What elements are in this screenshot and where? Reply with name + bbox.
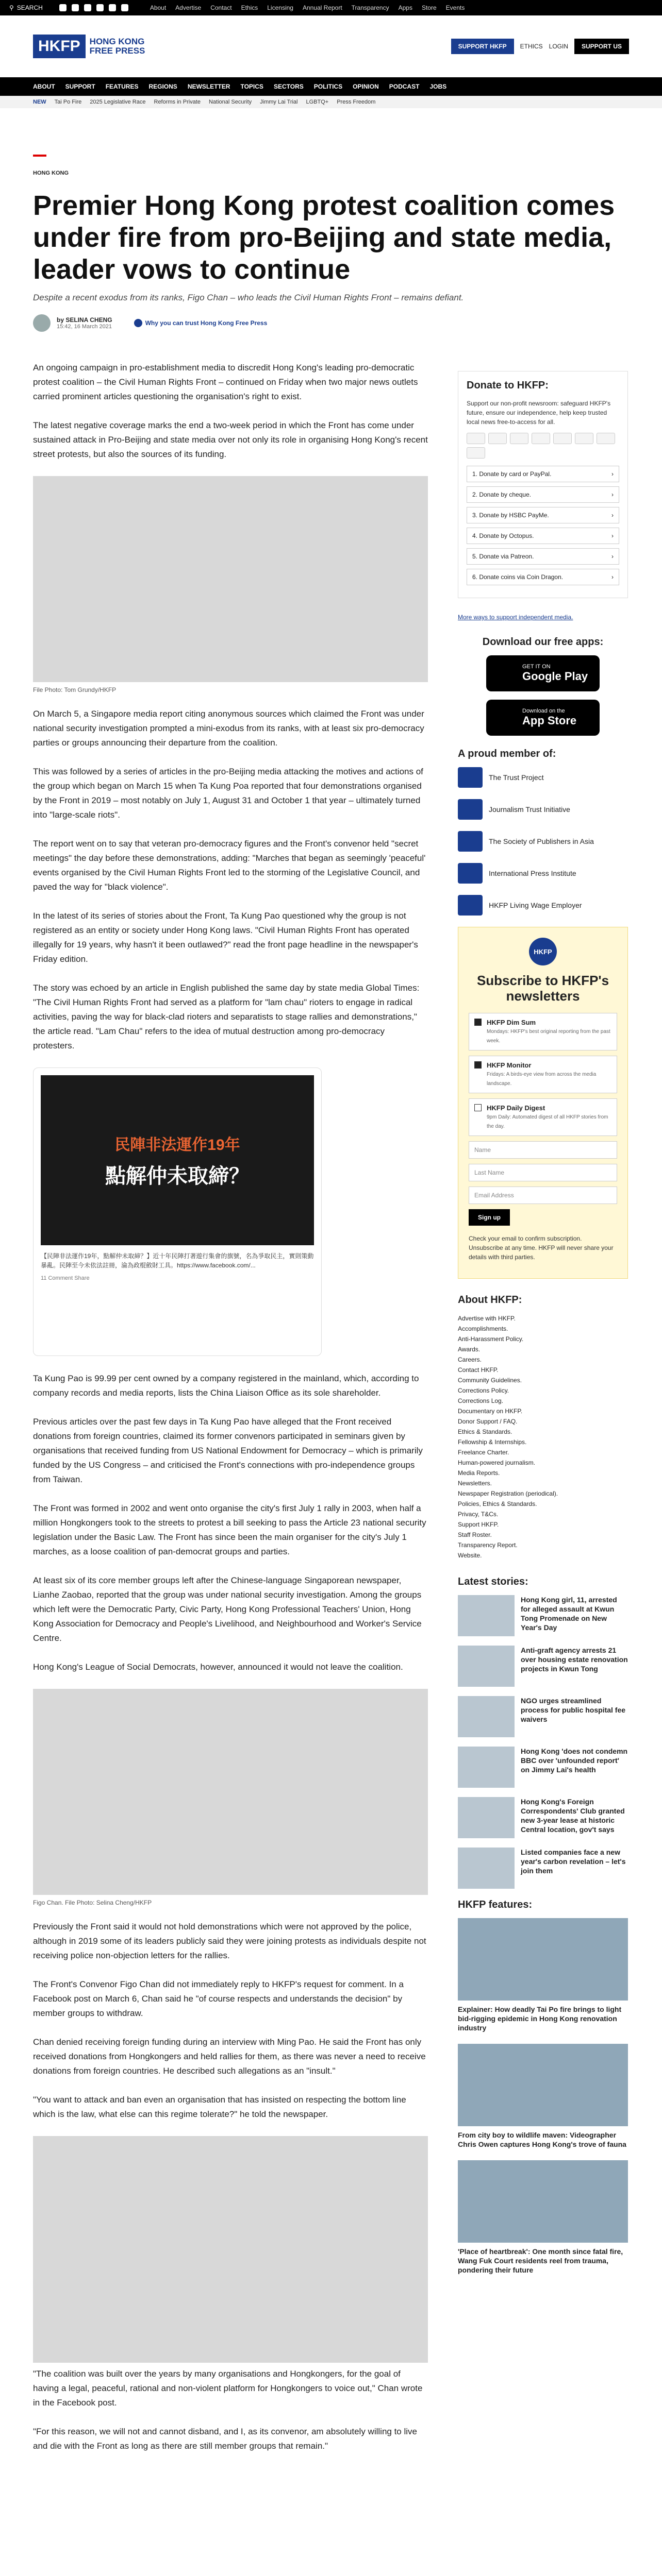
member-org[interactable] (458, 895, 628, 916)
payment-icon (575, 433, 593, 444)
logo-line: FREE PRESS (89, 46, 145, 56)
utility-link[interactable]: Events (445, 4, 465, 11)
author-avatar (33, 314, 51, 332)
logo-box: HKFP (33, 35, 86, 58)
app-store-badge[interactable] (486, 700, 600, 736)
paragraph: The story was echoed by an article in English published the same day by state media Global Times: "The Civil Human Rights Front had served as a platform for "lam chau" rioters to engage in radical activities, paving the way for black-clad rioters and separatists to stage rallies and demonstrations," the article read. "Lam Chau" refers to the idea of mutual destruction among pro-democracy protesters. (33, 983, 420, 1050)
badge-small: GET IT ON (522, 664, 551, 670)
utility-link[interactable]: Contact (210, 4, 232, 11)
trending-link[interactable]: National Security (208, 99, 252, 105)
search-toggle[interactable] (9, 4, 43, 11)
utility-link[interactable]: About (150, 4, 167, 11)
trending-bar (0, 96, 662, 108)
byline (33, 314, 267, 332)
category-accent (33, 155, 46, 157)
youtube-icon[interactable] (96, 4, 104, 11)
top-utility-bar (0, 0, 662, 15)
paragraph: The Front's Convenor Figo Chan did not immediately reply to HKFP's request for comment. In a Facebook post on March 6, Chan said he "of course respects and understands the decision" by member groups to withdraw. (33, 1979, 404, 2018)
trust-label: Why you can trust Hong Kong Free Press (145, 319, 268, 327)
newsletter-desc: 9pm Daily: Automated digest of all HKFP stories from the day. (487, 1114, 608, 1129)
rss-icon[interactable] (121, 4, 128, 11)
paragraph: Ta Kung Pao is 99.99 per cent owned by a company registered in the mainland, which, according to company records and media reports, lists the China Liaison Office as its sole shareholder. (33, 1374, 419, 1398)
story-thumbnail (458, 1848, 515, 1889)
email-input[interactable]: Email Address (469, 1187, 617, 1204)
donate-option-label: 4. Donate by Octopus. (472, 532, 534, 539)
publish-date: 15:42, 16 March 2021 (57, 324, 112, 330)
newsletter-desc: Fridays: A birds-eye view from across the media landscape. (487, 1072, 597, 1087)
paragraph: The Front was formed in 2002 and went onto organise the city's first July 1 rally in 2003, when half a million Hongkongers took to the streets to protest a bill seeking to pass the Article 23 national security legislation under the Basic Law. The Front has since been the main organiser for the city's July 1 marches, as a loose coalition of pan-democrat groups and parties. (33, 1503, 426, 1556)
story-thumbnail (458, 1595, 515, 1636)
utility-link[interactable]: Store (421, 4, 437, 11)
latest-heading: Latest stories: (458, 1576, 528, 1587)
nav-item[interactable]: NEWSLETTER (187, 83, 230, 90)
trust-link[interactable] (134, 319, 268, 327)
newsletter-name: HKFP Monitor (487, 1061, 532, 1069)
story-thumbnail (458, 1646, 515, 1687)
about-link[interactable]: Freelance Charter. (458, 1449, 509, 1456)
last-name-input[interactable]: Last Name (469, 1164, 617, 1181)
story-thumbnail (458, 1747, 515, 1788)
feature-card[interactable] (458, 2160, 628, 2275)
chevron-right-icon: › (611, 532, 614, 539)
latest-story[interactable] (458, 1797, 628, 1838)
payment-icons (467, 433, 619, 459)
member-logo (458, 895, 483, 916)
donate-option-label: 1. Donate by card or PayPal. (472, 470, 552, 478)
feature-title: Explainer: How deadly Tai Po fire brings to light bid-rigging epidemic in Hong Kong renovation industry (458, 2005, 622, 2032)
newsletter-desc: Mondays: HKFP's best original reporting from the past week. (487, 1029, 610, 1044)
badge-small: Download on the (522, 708, 565, 714)
about-link[interactable]: Staff Roster. (458, 1531, 492, 1538)
name-input[interactable]: Name (469, 1141, 617, 1159)
payment-icon (488, 433, 507, 444)
about-link[interactable]: Corrections Log. (458, 1397, 504, 1404)
chevron-right-icon: › (611, 573, 614, 581)
member-org[interactable] (458, 799, 628, 820)
trending-link[interactable]: Press Freedom (337, 99, 376, 105)
post-meta: 11 Comment Share (41, 1275, 90, 1281)
trending-link[interactable]: LGBTQ+ (306, 99, 329, 105)
post-text: 【民陣非法運作19年，點解仲未取締？】近十年民陣打著遊行集會的旗號，名為爭取民主，實則策動暴亂。民陣至今未依法註冊，淪為政棍斂財工具。https://www.facebook.com/... (41, 1252, 314, 1269)
utility-link[interactable]: Ethics (241, 4, 258, 11)
paragraph: "For this reason, we will not and cannot disband, and I, as its convenor, am absolutely willing to live and die with the Front as long as there are still member groups that remain." (33, 2427, 417, 2451)
search-icon: ⚲ (9, 4, 14, 11)
post-image (41, 1075, 314, 1245)
nav-item[interactable]: FEATURES (105, 83, 139, 90)
linkedin-icon[interactable] (109, 4, 116, 11)
embedded-facebook-post[interactable] (33, 2136, 428, 2363)
feature-image (458, 2160, 628, 2243)
trust-icon (134, 319, 142, 327)
article-subtitle: Despite a recent exodus from its ranks, Figo Chan – who leads the Civil Human Rights Front – remains defiant. (33, 293, 464, 302)
paragraph: Hong Kong's League of Social Democrats, however, announced it would not leave the coalition. (33, 1662, 403, 1672)
new-badge: NEW (33, 99, 46, 105)
embedded-social-post[interactable] (33, 1067, 322, 1356)
trending-link[interactable]: Reforms in Private (154, 99, 201, 105)
member-name: Journalism Trust Initiative (489, 805, 570, 814)
about-link[interactable]: Media Reports. (458, 1469, 500, 1477)
about-link[interactable]: Accomplishments. (458, 1325, 508, 1332)
sidebar (458, 371, 628, 2286)
payment-icon (510, 433, 528, 444)
paragraph: At least six of its core member groups left after the Chinese-language Singaporean newspaper, Lianhe Zaobao, reported that the group was under national security investigation. Among the groups which left were the Democratic Party, Civic Party, Hong Kong Professional Teachers' Union, Hong Kong Association for Democracy and People's Livelihood, and Neighbourhood and Worker's Service Centre. (33, 1575, 422, 1643)
member-org[interactable] (458, 767, 628, 788)
utility-link[interactable]: Advertise (175, 4, 202, 11)
paragraph: The report went on to say that veteran pro-democracy figures and the Front's convenor held "secret meetings" the day before these demonstrations, adding: "Marches that began as seemingly 'peaceful' events organised by the Civil Human Rights Front led to the storming of the Legislative Council, and paved the way for "black violence". (33, 839, 426, 892)
payment-icon (553, 433, 572, 444)
donate-option[interactable] (467, 528, 619, 544)
latest-story[interactable] (458, 1646, 628, 1687)
donate-text: Support our non-profit newsroom: safeguard HKFP's future, ensure our independence, help keep trusted local news free-to-access for all. (467, 400, 611, 426)
member-name: International Press Institute (489, 869, 576, 877)
member-name: The Society of Publishers in Asia (489, 837, 594, 845)
nav-item[interactable]: TOPICS (240, 83, 263, 90)
paragraph: "You want to attack and ban even an organisation that has insisted on respecting the bottom line which is the law, what else can this regime tolerate?" he told the newspaper. (33, 2095, 406, 2119)
utility-link[interactable]: Licensing (267, 4, 293, 11)
latest-story[interactable] (458, 1747, 628, 1788)
story-thumbnail (458, 1696, 515, 1737)
story-title: Hong Kong's Foreign Correspondents' Club granted new 3-year lease at historic Central location, gov't says (521, 1798, 625, 1834)
chevron-right-icon: › (611, 470, 614, 478)
apps-heading: Download our free apps: (482, 636, 604, 648)
paragraph: On March 5, a Singapore media report citing anonymous sources which claimed the Front was under national security investigation prompted a mini-exodus from its ranks, with at least six pro-democracy parties or groups announcing their departure from the coalition. (33, 709, 424, 748)
newsletter-note: Check your email to confirm subscription. Unsubscribe at any time. HKFP will never share your details with third parties. (469, 1235, 614, 1261)
donate-option-label: 5. Donate via Patreon. (472, 553, 534, 560)
about-link[interactable]: Careers. (458, 1356, 482, 1363)
donate-option[interactable] (467, 548, 619, 565)
member-logo (458, 799, 483, 820)
search-label: SEARCH (16, 4, 43, 11)
about-links (458, 1313, 628, 1561)
site-header (0, 15, 662, 77)
donate-option[interactable] (467, 466, 619, 482)
member-org[interactable] (458, 831, 628, 852)
story-title: Listed companies face a new year's carbon revelation – let's join them (521, 1848, 626, 1875)
chevron-right-icon: › (611, 491, 614, 498)
donate-widget (458, 371, 628, 598)
twitter-icon[interactable] (59, 4, 67, 11)
article-photo (33, 1689, 428, 1895)
checkbox-checked[interactable] (474, 1019, 482, 1026)
story-title: NGO urges streamlined process for public hospital fee waivers (521, 1697, 626, 1723)
facebook-icon[interactable] (72, 4, 79, 11)
about-link[interactable]: Contact HKFP. (458, 1366, 499, 1374)
instagram-icon[interactable] (84, 4, 91, 11)
paragraph: The latest negative coverage marks the end a two-week period in which the Front has come under sustained attack in Pro-Beijing and state media over not only its role in organising Hong Kong's recent street protests, but also the sources of its funding. (33, 420, 428, 459)
about-link[interactable]: Advertise with HKFP. (458, 1315, 516, 1322)
feature-card[interactable] (458, 2044, 628, 2149)
story-title: Anti-graft agency arrests 21 over housing estate renovation projects in Kwun Tong (521, 1646, 628, 1673)
nav-item[interactable]: SECTORS (273, 83, 304, 90)
about-link[interactable]: Website. (458, 1552, 482, 1559)
newsletter-name: HKFP Dim Sum (487, 1019, 536, 1026)
utility-link[interactable]: Apps (398, 4, 412, 11)
feature-image (458, 2044, 628, 2126)
nav-item[interactable]: ABOUT (33, 83, 55, 90)
chevron-right-icon: › (611, 512, 614, 519)
newsletter-option[interactable] (469, 1098, 617, 1136)
feature-image (458, 1918, 628, 2001)
about-link[interactable]: Newsletters. (458, 1480, 492, 1487)
donate-option-label: 6. Donate coins via Coin Dragon. (472, 573, 564, 581)
member-org[interactable] (458, 863, 628, 884)
chevron-right-icon: › (611, 553, 614, 560)
paragraph: In the latest of its series of stories about the Front, Ta Kung Pao questioned why the group is not registered as an entity or society under Hong Kong laws. "Civil Human Rights Front has operated illegally for 19 years, why hasn't it been outlawed?" read the front page headline in the newspaper's Friday edition. (33, 911, 418, 964)
utility-link[interactable]: Transparency (351, 4, 389, 11)
site-logo[interactable] (33, 35, 145, 58)
author-name[interactable]: by SELINA CHENG (57, 316, 112, 324)
latest-story[interactable] (458, 1595, 628, 1636)
support-us-button[interactable]: SUPPORT US (574, 39, 629, 54)
article-body (33, 361, 428, 2468)
newsletter-logo: HKFP (529, 938, 557, 965)
about-link[interactable]: Anti-Harassment Policy. (458, 1335, 524, 1343)
about-link[interactable]: Community Guidelines. (458, 1377, 522, 1384)
utility-links (150, 4, 465, 11)
newsletter-option[interactable] (469, 1056, 617, 1093)
nav-item[interactable]: PODCAST (389, 83, 420, 90)
donate-option-label: 2. Donate by cheque. (472, 491, 532, 498)
ethics-link[interactable]: ETHICS (520, 43, 543, 50)
story-thumbnail (458, 1797, 515, 1838)
feature-title: 'Place of heartbreak': One month since fatal fire, Wang Fuk Court residents reel from trauma, pondering their future (458, 2247, 623, 2274)
nav-item[interactable]: SUPPORT (65, 83, 95, 90)
checkbox[interactable] (474, 1104, 482, 1111)
paragraph: Previous articles over the past few days in Ta Kung Pao have alleged that the Front received donations from foreign countries, claimed its former convenors participated in seminars given by organisations that received funding from US National Endowment for Democracy – which is primarily funded by the US Congress – and criticised the Front's connections with pro-independence groups from Taiwan. (33, 1417, 423, 1484)
badge-large: Google Play (522, 670, 588, 683)
badge-large: App Store (522, 714, 577, 727)
paragraph: An ongoing campaign in pro-establishment media to discredit Hong Kong's leading pro-democratic protest coalition – the Civil Human Rights Front – continued on Friday when two major news outlets carried prominent articles questioning the organisation's right to exist. (33, 363, 418, 401)
payment-icon (467, 447, 485, 459)
about-link[interactable]: Human-powered journalism. (458, 1459, 536, 1466)
member-name: HKFP Living Wage Employer (489, 901, 582, 909)
member-logo (458, 767, 483, 788)
feature-title: From city boy to wildlife maven: Videographer Chris Owen captures Hong Kong's trove of fauna (458, 2131, 626, 2148)
payment-icon (597, 433, 615, 444)
about-link[interactable]: Corrections Policy. (458, 1387, 509, 1394)
trending-link[interactable]: Tai Po Fire (54, 99, 82, 105)
member-name: The Trust Project (489, 773, 544, 782)
newsletter-heading: Subscribe to HKFP's newsletters (476, 973, 609, 1004)
support-hkfp-button[interactable]: SUPPORT HKFP (451, 39, 514, 54)
paragraph: Previously the Front said it would not hold demonstrations which were not approved by the police, although in 2019 some of its leaders publicly said they were joining protests as individuals despite not receiving police non-objection letters for the rallies. (33, 1922, 426, 1960)
paragraph: Chan denied receiving foreign funding during an interview with Ming Pao. He said the Front has only received donations from Hongkongers and held rallies for them, as there was never a need to receive donations from foreign countries. He described such allegations as an "insult." (33, 2037, 426, 2076)
about-link[interactable]: Newspaper Registration (periodical). (458, 1490, 558, 1497)
donate-option[interactable] (467, 486, 619, 503)
about-link[interactable]: Support HKFP. (458, 1521, 499, 1528)
nav-item[interactable]: REGIONS (148, 83, 177, 90)
about-link[interactable]: Transparency Report. (458, 1541, 518, 1549)
article-category[interactable]: HONG KONG (33, 170, 69, 176)
about-link[interactable]: Awards. (458, 1346, 481, 1353)
about-link[interactable]: Ethics & Standards. (458, 1428, 512, 1435)
google-play-badge[interactable] (486, 655, 600, 691)
newsletter-option[interactable] (469, 1013, 617, 1050)
story-title: Hong Kong 'does not condemn BBC over 'unfounded report' on Jimmy Lai's health (521, 1747, 628, 1774)
nav-item[interactable]: OPINION (353, 83, 379, 90)
main-navigation (0, 77, 662, 96)
features-heading: HKFP features: (458, 1899, 533, 1910)
donate-option[interactable] (467, 569, 619, 585)
about-link[interactable]: Documentary on HKFP. (458, 1408, 523, 1415)
story-title: Hong Kong girl, 11, arrested for alleged assault at Kwun Tong Promenade on New Year's Day (521, 1596, 617, 1632)
photo-caption: Figo Chan. File Photo: Selina Cheng/HKFP (33, 1899, 152, 1906)
photo-caption: File Photo: Tom Grundy/HKFP (33, 686, 117, 693)
about-link[interactable]: Donor Support / FAQ. (458, 1418, 518, 1425)
feature-card[interactable] (458, 1918, 628, 2032)
trending-link[interactable]: Jimmy Lai Trial (260, 99, 298, 105)
member-heading: A proud member of: (458, 748, 556, 759)
about-link[interactable]: Privacy, T&Cs. (458, 1511, 499, 1518)
logo-text (90, 37, 145, 56)
checkbox-checked[interactable] (474, 1061, 482, 1069)
donate-heading: Donate to HKFP: (467, 380, 549, 391)
article-title: Premier Hong Kong protest coalition comes under fire from pro-Beijing and state media, leader vows to continue (33, 190, 615, 285)
member-logo (458, 863, 483, 884)
nav-item[interactable]: JOBS (429, 83, 447, 90)
login-link[interactable]: LOGIN (549, 43, 568, 50)
article-photo (33, 476, 428, 682)
post-image-line: 民陣非法運作19年 (114, 1136, 240, 1154)
donate-option-label: 3. Donate by HSBC PayMe. (472, 512, 549, 519)
about-link[interactable]: Policies, Ethics & Standards. (458, 1500, 537, 1507)
payment-icon (532, 433, 550, 444)
more-ways-link[interactable]: More ways to support independent media. (458, 614, 573, 621)
paragraph: "The coalition was built over the years by many organisations and Hongkongers, for the goal of having a legal, peaceful, rational and non-violent platform for Hongkongers to voice out," Chan wrote in the Facebook post. (33, 2369, 423, 2408)
about-link[interactable]: Fellowship & Internships. (458, 1438, 527, 1446)
signup-button[interactable]: Sign up (469, 1209, 510, 1226)
post-image-line: 點解仲未取締？ (105, 1164, 250, 1188)
latest-story[interactable] (458, 1696, 628, 1737)
trending-link[interactable]: 2025 Legislative Race (90, 99, 146, 105)
header-actions (451, 39, 629, 54)
about-heading: About HKFP: (458, 1294, 522, 1306)
newsletter-name: HKFP Daily Digest (487, 1104, 545, 1112)
logo-line: HONG KONG (89, 37, 145, 46)
utility-link[interactable]: Annual Report (302, 4, 342, 11)
paragraph: This was followed by a series of articles in the pro-Beijing media attacking the motives and actions of the group which began on March 15 when Ta Kung Poa reported that four demonstrations organised by the Front in 2019 – most notably on July 1, August 31 and October 1 that year – ultimately turned into "large-scale riots". (33, 767, 423, 820)
payment-icon (467, 433, 485, 444)
newsletter-widget (458, 927, 628, 1279)
nav-item[interactable]: POLITICS (313, 83, 343, 90)
latest-story[interactable] (458, 1848, 628, 1889)
social-links (59, 4, 128, 11)
member-logo (458, 831, 483, 852)
donate-option[interactable] (467, 507, 619, 523)
